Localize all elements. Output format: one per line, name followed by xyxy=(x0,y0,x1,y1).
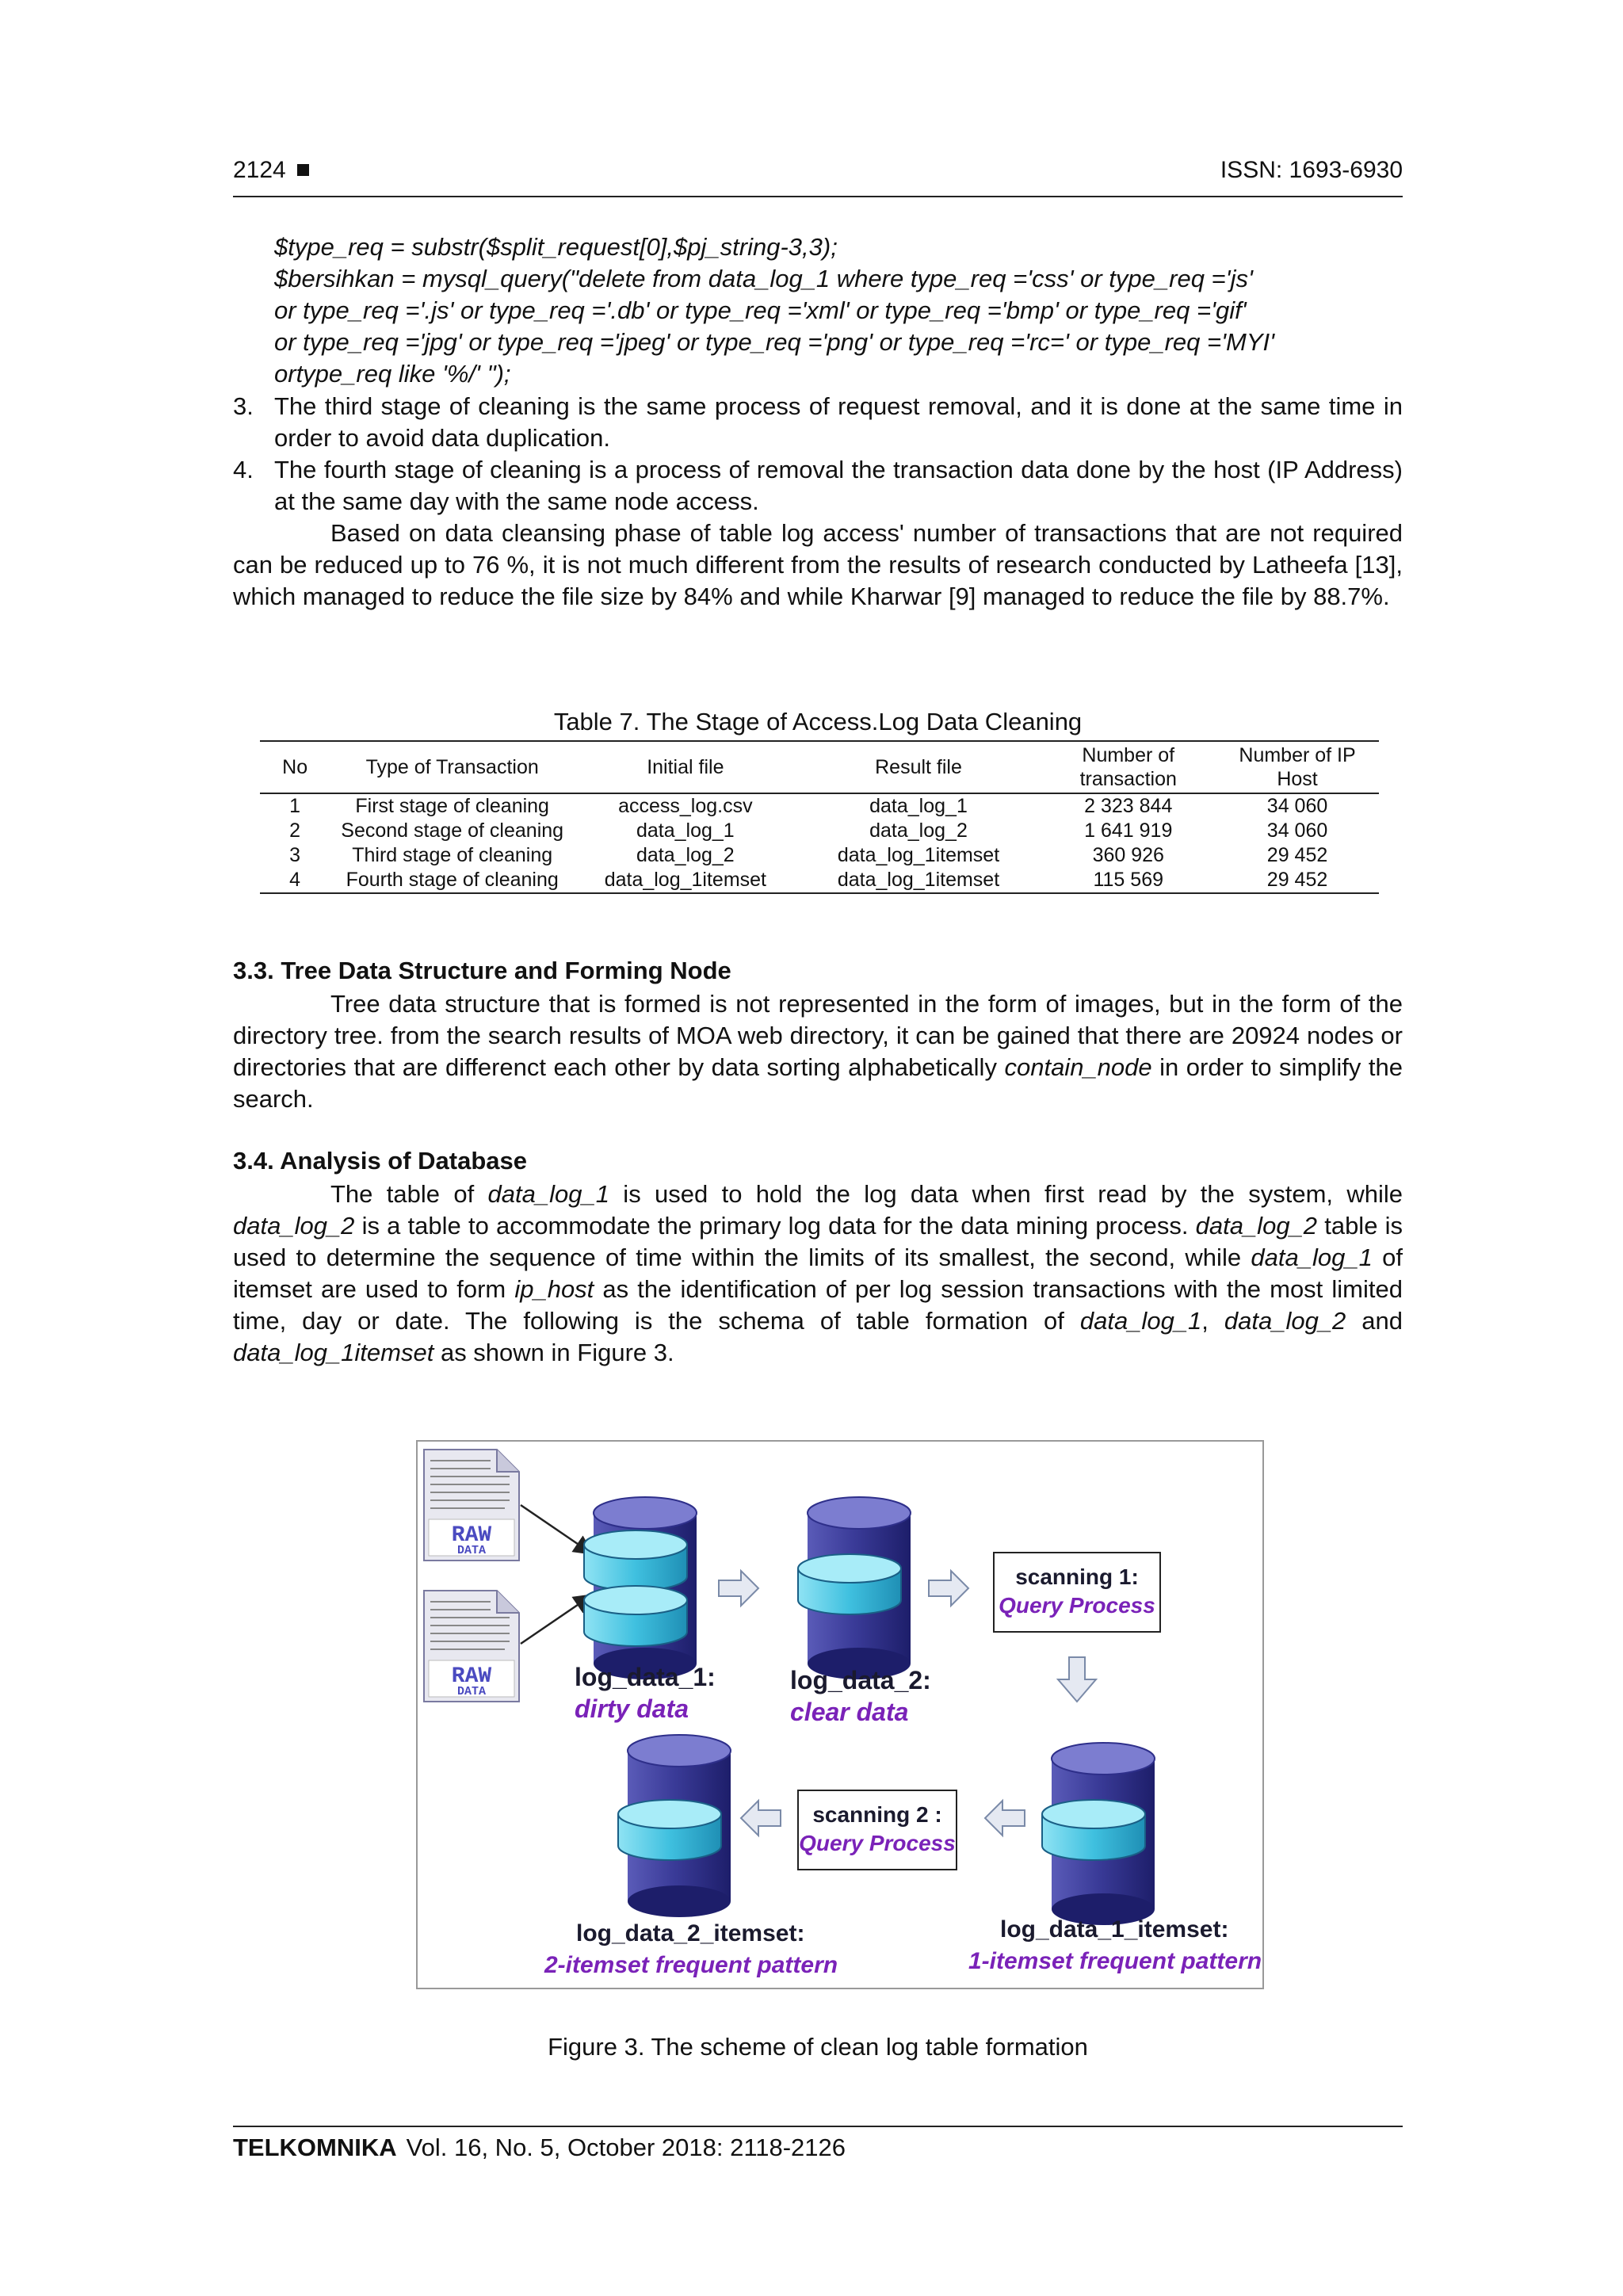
header-rule xyxy=(233,196,1403,197)
figure-caption: Figure 3. The scheme of clean log table formation xyxy=(548,2033,1088,2061)
section-title-3-3: 3.3. Tree Data Structure and Forming Node xyxy=(233,957,731,984)
text-run: of itemset are used to form xyxy=(233,1244,1403,1303)
text-run: The table of xyxy=(330,1180,488,1208)
database-cylinder-icon xyxy=(618,1735,731,1917)
cell: 115 569 xyxy=(1093,869,1163,891)
arrow-down-icon xyxy=(1058,1657,1096,1702)
text-run-italic: data_log_2 xyxy=(1224,1307,1346,1335)
scanning-1-sub: Query Process xyxy=(999,1593,1155,1618)
footer-rule xyxy=(233,2126,1403,2127)
text-run: as shown in Figure 3. xyxy=(433,1339,674,1366)
text-run-italic: data_log_1 xyxy=(1079,1307,1202,1335)
text-run: in order to simplify the search. xyxy=(233,1053,1403,1113)
list-text: The third stage of cleaning is the same process of request removal, and it is done at the same time in order to avoid data duplication. xyxy=(274,392,1403,452)
code-line: or type_req ='.js' or type_req ='.db' or type_req ='xml' or type_req ='bmp' or type_req ='gif' xyxy=(274,296,1247,324)
table-row xyxy=(260,843,1379,868)
arrow-left-icon xyxy=(985,1801,1025,1836)
text-run: table is used to determine the sequence of time within the limits of its smallest, the second, while xyxy=(233,1212,1403,1271)
page-footer xyxy=(233,2134,846,2162)
arrow-right-icon xyxy=(719,1571,758,1606)
figure-scheme xyxy=(416,1440,1264,1989)
cell: 34 060 xyxy=(1266,819,1328,842)
page-header xyxy=(233,157,1403,184)
code-line: $bersihkan = mysql_query("delete from data_log_1 where type_req ='css' or type_req ='js' xyxy=(274,265,1253,292)
cell: 1 xyxy=(289,795,301,817)
database-cylinder-icon xyxy=(1042,1743,1155,1925)
text-run: as the identification of per log session transactions with the most limited time, day or date. The following is the schema of table formation of xyxy=(233,1275,1403,1335)
list-number: 3. xyxy=(233,392,254,420)
cell: Third stage of cleaning xyxy=(352,844,553,866)
raw-label: RAW xyxy=(451,1523,492,1548)
db4-desc: 2-itemset frequent pattern xyxy=(544,1952,838,1978)
cell: data_log_1itemset xyxy=(604,869,766,891)
text-run-italic: ip_host xyxy=(514,1275,594,1303)
scheme-diagram xyxy=(418,1442,1262,1988)
text-run-italic: data_log_2 xyxy=(233,1212,355,1240)
table-row xyxy=(260,819,1379,843)
code-line: ortype_req like '%/' "); xyxy=(274,360,511,388)
col-header: Result file xyxy=(875,756,962,778)
table-caption: Table 7. The Stage of Access.Log Data Cleaning xyxy=(553,708,1083,735)
paragraph-database xyxy=(233,1179,1403,1369)
cell: data_log_1itemset xyxy=(837,844,1000,866)
table-header-row xyxy=(260,741,1379,793)
arrow-right-icon xyxy=(929,1571,968,1606)
cell: 4 xyxy=(289,869,301,891)
data-label: DATA xyxy=(456,1685,487,1698)
code-line: $type_req = substr($split_request[0],$pj_string-3,3); xyxy=(274,233,838,261)
connector-arrow xyxy=(521,1505,590,1553)
text-run: is used to hold the log data when first read by the system, while xyxy=(609,1180,1403,1208)
cell: Fourth stage of cleaning xyxy=(346,869,559,891)
cell: 29 452 xyxy=(1266,844,1328,866)
text-run-italic: data_log_2 xyxy=(1195,1212,1318,1240)
cell: 2 323 844 xyxy=(1084,795,1173,817)
cell: data_log_1 xyxy=(636,819,735,842)
cell: access_log.csv xyxy=(618,795,753,817)
db2-name: log_data_2: xyxy=(790,1666,931,1694)
cell: 360 926 xyxy=(1092,844,1164,866)
raw-label: RAW xyxy=(451,1664,492,1689)
raw-data-document-icon xyxy=(424,1450,519,1561)
db3-name: log_data_1_itemset: xyxy=(1000,1916,1229,1943)
paragraph-tree xyxy=(233,988,1403,1115)
list-number: 4. xyxy=(233,456,254,483)
cell: Second stage of cleaning xyxy=(341,819,564,842)
database-cylinder-icon xyxy=(584,1497,697,1679)
text-run: , xyxy=(1201,1307,1224,1335)
list-item xyxy=(233,454,1403,518)
scanning-2-sub: Query Process xyxy=(799,1831,956,1855)
connector-arrow xyxy=(521,1596,590,1644)
list-item xyxy=(233,391,1403,454)
text-run-italic: data_log_1 xyxy=(1251,1244,1373,1271)
database-cylinder-icon xyxy=(798,1497,911,1679)
text-run-italic: contain_node xyxy=(1004,1053,1152,1081)
cell: First stage of cleaning xyxy=(355,795,549,817)
journal-name: TELKOMNIKA xyxy=(233,2134,397,2161)
scanning-1-title: scanning 1: xyxy=(1015,1564,1139,1589)
cell: 3 xyxy=(289,844,301,866)
text-run-italic: data_log_1itemset xyxy=(233,1339,434,1366)
arrow-left-icon xyxy=(741,1801,781,1836)
text-run-italic: data_log_1 xyxy=(487,1180,609,1208)
cell: 1 641 919 xyxy=(1084,819,1173,842)
cell: data_log_2 xyxy=(636,844,735,866)
cell: data_log_1 xyxy=(869,795,968,817)
text-run: Tree data structure that is formed is not represented in the form of images, but in the form of the directory tree. from the search results of MOA web directory, it can be gained that there are 20924 nodes or directories that are differenct each other by data sorting alphabetically xyxy=(233,990,1403,1081)
col-header: Number of transaction xyxy=(1079,744,1177,790)
cell: 2 xyxy=(289,819,301,842)
paragraph-cleansing: Based on data cleansing phase of table log access' number of transactions that are not required can be reduced up to 76 %, it is not much different from the results of research conducted by Latheefa [13], which managed to reduce the file size by 84% and while Kharwar [9] managed to reduce the file by 88.7%. xyxy=(233,519,1403,610)
list-text: The fourth stage of cleaning is a process of removal the transaction data done by the host (IP Address) at the same day with the same node access. xyxy=(274,456,1403,515)
issn: ISSN: 1693-6930 xyxy=(1220,157,1403,183)
cleaning-table xyxy=(260,740,1379,894)
text-run: is a table to accommodate the primary log data for the data mining process. xyxy=(354,1212,1196,1240)
raw-data-document-icon xyxy=(424,1591,519,1702)
square-bullet-icon xyxy=(297,164,309,176)
db2-desc: clear data xyxy=(790,1698,909,1726)
col-header: Number of IP Host xyxy=(1239,744,1356,790)
cell: 34 060 xyxy=(1266,795,1328,817)
db4-name: log_data_2_itemset: xyxy=(576,1920,805,1946)
cell: 29 452 xyxy=(1266,869,1328,891)
section-title-3-4: 3.4. Analysis of Database xyxy=(233,1147,528,1175)
db3-desc: 1-itemset frequent pattern xyxy=(968,1948,1262,1974)
cell: data_log_2 xyxy=(869,819,968,842)
db1-desc: dirty data xyxy=(575,1694,689,1723)
journal-info: Vol. 16, No. 5, October 2018: 2118-2126 xyxy=(406,2134,846,2161)
col-header: Initial file xyxy=(647,756,724,778)
cell: data_log_1itemset xyxy=(837,869,1000,891)
data-label: DATA xyxy=(456,1544,487,1557)
text-run: and xyxy=(1346,1307,1403,1335)
db1-name: log_data_1: xyxy=(575,1663,716,1691)
col-header: Type of Transaction xyxy=(365,756,539,778)
scanning-2-title: scanning 2 : xyxy=(812,1802,942,1827)
code-block xyxy=(274,231,1407,390)
table-row xyxy=(260,793,1379,819)
table-row xyxy=(260,868,1379,893)
col-header: No xyxy=(282,756,308,778)
page-number: 2124 xyxy=(233,157,309,184)
numbered-list xyxy=(233,391,1403,518)
code-line: or type_req ='jpg' or type_req ='jpeg' or type_req ='png' or type_req ='rc=' or type_req ='MYI' xyxy=(274,328,1275,356)
